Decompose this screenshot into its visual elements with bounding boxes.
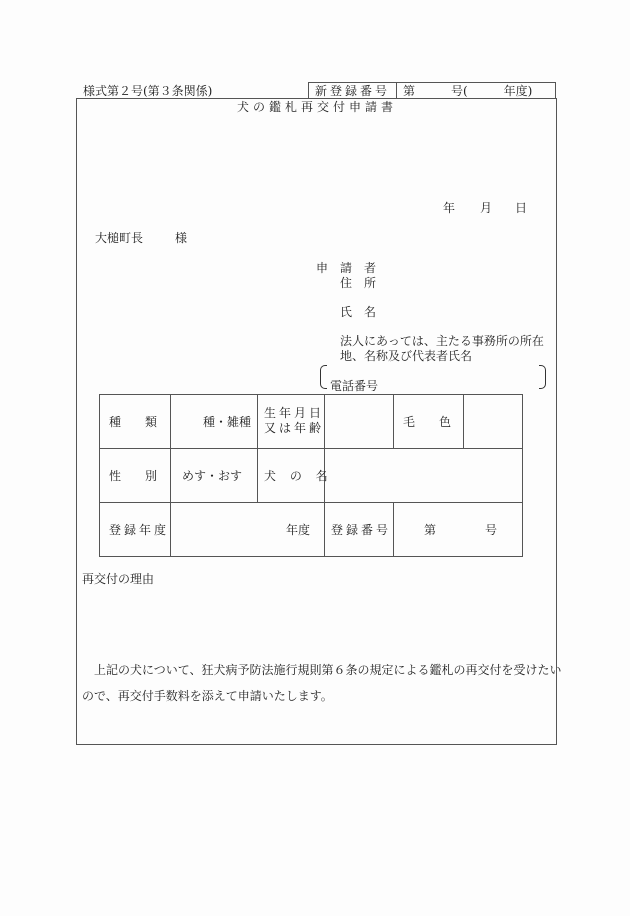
date-year[interactable]: 年 — [443, 201, 456, 215]
form-number-label: 様式第２号(第３条関係) — [83, 84, 213, 98]
dog-name-field[interactable] — [332, 457, 517, 497]
registration-number-label: 登録番号 — [331, 523, 392, 537]
applicant-name-label: 氏 名 — [340, 305, 377, 319]
registration-number-label: 新登録番号 — [315, 84, 391, 98]
registration-number-prefix[interactable]: 第 — [424, 523, 437, 537]
registration-number-suffix: 号 — [485, 523, 498, 537]
phone-label: 電話番号 — [330, 379, 379, 393]
dog-name-label: 犬 の 名 — [264, 469, 333, 483]
addressee-name: 大槌町長 — [95, 231, 144, 245]
sex-label: 性 別 — [109, 469, 158, 483]
registration-year-label: 登録年度 — [109, 523, 170, 537]
corporate-note-line2: 地、名称及び代表者氏名 — [340, 349, 473, 363]
statement-line2: ので、再交付手数料を添えて申請いたします。 — [82, 689, 333, 703]
birth-field[interactable] — [332, 403, 388, 443]
col-divider — [170, 395, 171, 557]
color-label: 毛 色 — [403, 415, 452, 429]
registration-number-box — [308, 82, 556, 99]
left-bracket — [320, 365, 327, 389]
applicant-address-label: 住 所 — [340, 276, 377, 290]
col-divider — [463, 395, 464, 448]
addressee-honorific: 様 — [175, 231, 188, 245]
registration-number-field[interactable]: 第 号( 年度) — [403, 84, 533, 98]
birth-label-line1: 生年月日 — [264, 406, 325, 420]
dog-info-table — [99, 394, 523, 557]
row-divider — [100, 502, 522, 503]
birth-label-line2: 又は年齢 — [264, 421, 325, 435]
reissue-reason-label: 再交付の理由 — [82, 572, 155, 586]
type-value[interactable]: 種・雑種 — [203, 415, 252, 429]
col-divider — [393, 502, 394, 557]
applicant-label: 申 請 者 — [316, 261, 377, 275]
right-bracket — [539, 365, 546, 389]
date-day[interactable]: 日 — [515, 201, 528, 215]
date-month[interactable]: 月 — [480, 201, 493, 215]
sex-value[interactable]: めす・おす — [182, 469, 243, 483]
reissue-reason-field[interactable] — [82, 590, 542, 650]
corporate-note-line1: 法人にあっては、主たる事務所の所在 — [340, 334, 544, 348]
color-field[interactable] — [470, 403, 520, 443]
col-divider — [257, 395, 258, 502]
page-title: 犬の鑑札再交付申請書 — [237, 100, 398, 114]
divider — [396, 83, 397, 98]
registration-year-value[interactable]: 年度 — [286, 523, 311, 537]
type-label: 種 類 — [109, 415, 158, 429]
row-divider — [100, 448, 522, 449]
col-divider — [393, 395, 394, 448]
statement-line1: 上記の犬について、狂犬病予防法施行規則第６条の規定による鑑札の再交付を受けたい — [94, 663, 562, 677]
